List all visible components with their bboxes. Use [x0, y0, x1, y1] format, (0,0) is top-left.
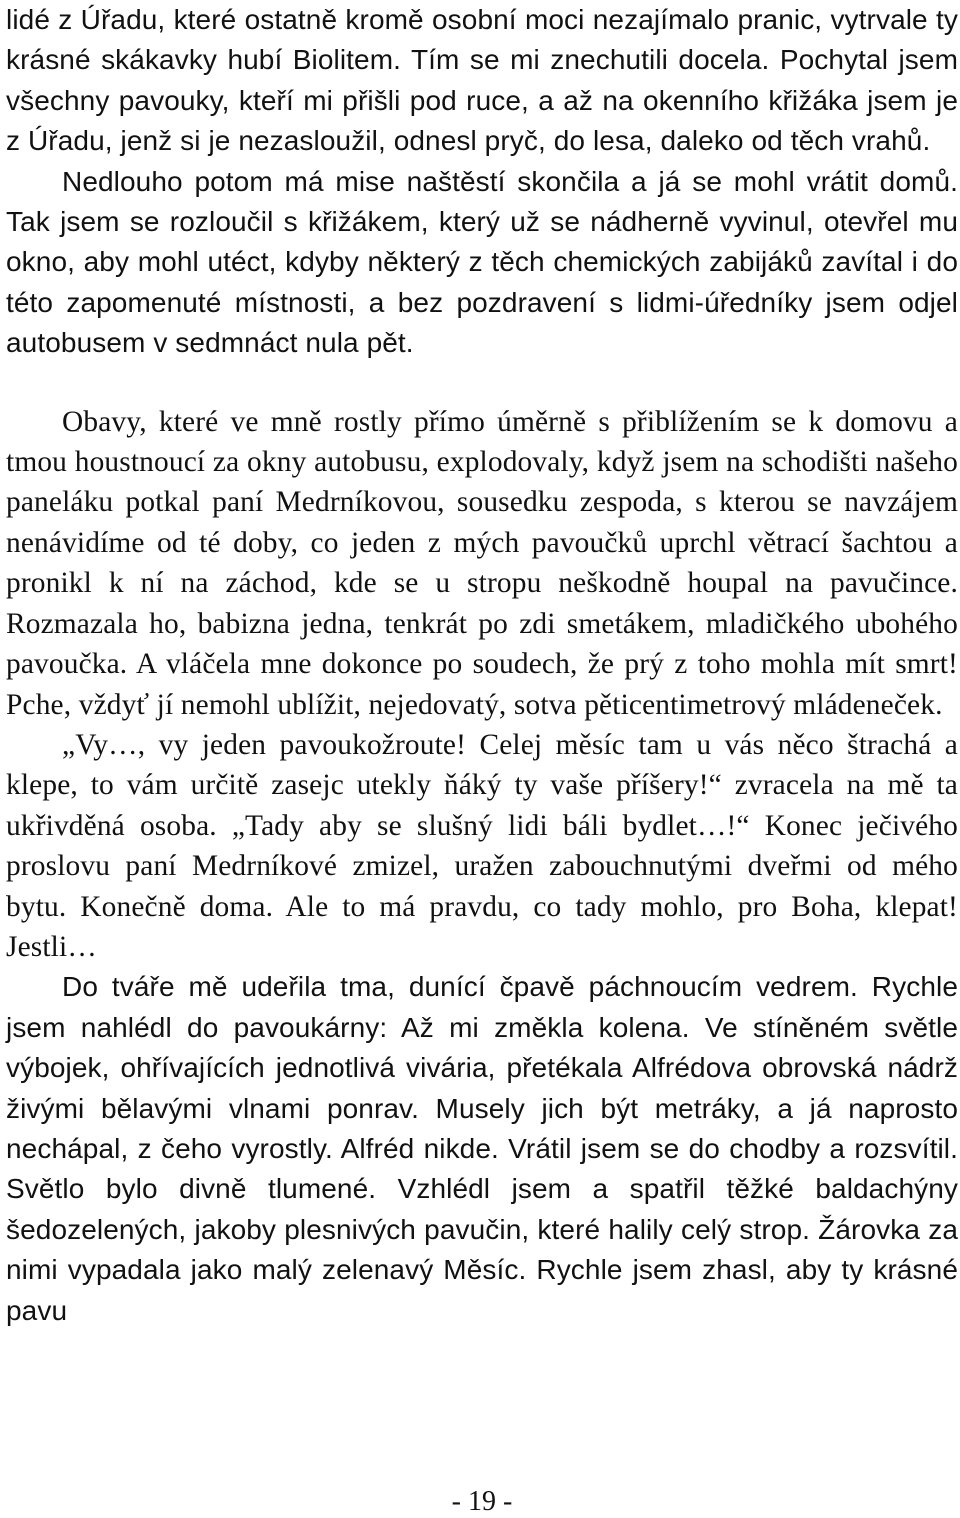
paragraph-dialogue: „Vy…, vy jeden pavoukožroute! Celej měsíc tam u vás něco štrachá a klepe, to vám určitě zasejc utekly ňáký ty vaše příšery!“ zvracela na mě ta ukřivděná osoba. „Tady aby se slušný lidi báli bydlet…!“ Konec ječivého proslovu paní Medrníkové zmizel, uražen zabouchnutými dveřmi od mého bytu. Konečně doma. Ale to má pravdu, co tady mohlo, pro Boha, klepat! Jestli…	[6, 728, 958, 963]
page-number: - 19 -	[451, 1486, 513, 1517]
paragraph-continuation: lidé z Úřadu, které ostatně kromě osobní moci nezajímalo pranic, vytrvale ty krásné skákavky hubí Biolitem. Tím se mi znechutili docela. Pochytal jsem všechny pavouky, kteří mi přišli pod ruce, a až na okenního křižáka jsem je z Úřadu, jenž si je nezasloužil, odnesl pryč, do lesa, daleko od těch vrahů.	[6, 4, 958, 157]
paragraph-darkness: Do tváře mě udeřila tma, dunící čpavě páchnoucím vedrem. Rychle jsem nahlédl do pavoukárny: Až mi změkla kolena. Ve stíněném světle výbojek, ohřívajících jednotlivá vivária, přetékala Alfrédova obrovská nádrž živými bělavými vlnami ponrav. Musely jich být metráky, a já naprosto nechápal, z čeho vyrostly. Alfréd nikde. Vrátil jsem se do chodby a rozsvítil. Světlo bylo divně tlumené. Vzhlédl jsem a spatřil těžké baldachýny šedozelených, jakoby plesnivých pavučin, které halily celý strop. Žárovka za nimi vypadala jako malý zelenavý Měsíc. Rychle jsem zhasl, aby ty krásné pavu	[6, 971, 958, 1326]
paragraph-fears: Obavy, které ve mně rostly přímo úměrně s přiblížením se k domovu a tmou houstnoucí za okny autobusu, explodovaly, když jsem na schodišti našeho paneláku potkal paní Medrníkovou, sousedku zespoda, s kterou se navzájem nenávidíme od té doby, co jeden z mých pavoučků uprchl větrací šachtou a pronikl k ní na záchod, kde se u stropu neškodně houpal na pavučince. Rozmazala ho, babizna jedna, tenkrát po zdi smetákem, mladičkého ubohého pavoučka. A vláčela mne dokonce po soudech, že prý z toho mohla mít smrt! Pche, vždyť jí nemohl ublížit, nejedovatý, sotva pěticentimetrový mládeneček.	[6, 405, 958, 721]
paragraph-mission-end: Nedlouho potom má mise naštěstí skončila a já se mohl vrátit domů. Tak jsem se rozloučil s křižákem, který už se nádherně vyvinul, otevřel mu okno, aby mohl utéct, kdyby některý z těch chemických zabijáků zavítal i do této zapomenuté místnosti, a bez pozdravení s lidmi-úředníky jsem odjel autobusem v sedmnáct nula pět.	[6, 165, 958, 359]
book-page	[6, 0, 958, 1517]
